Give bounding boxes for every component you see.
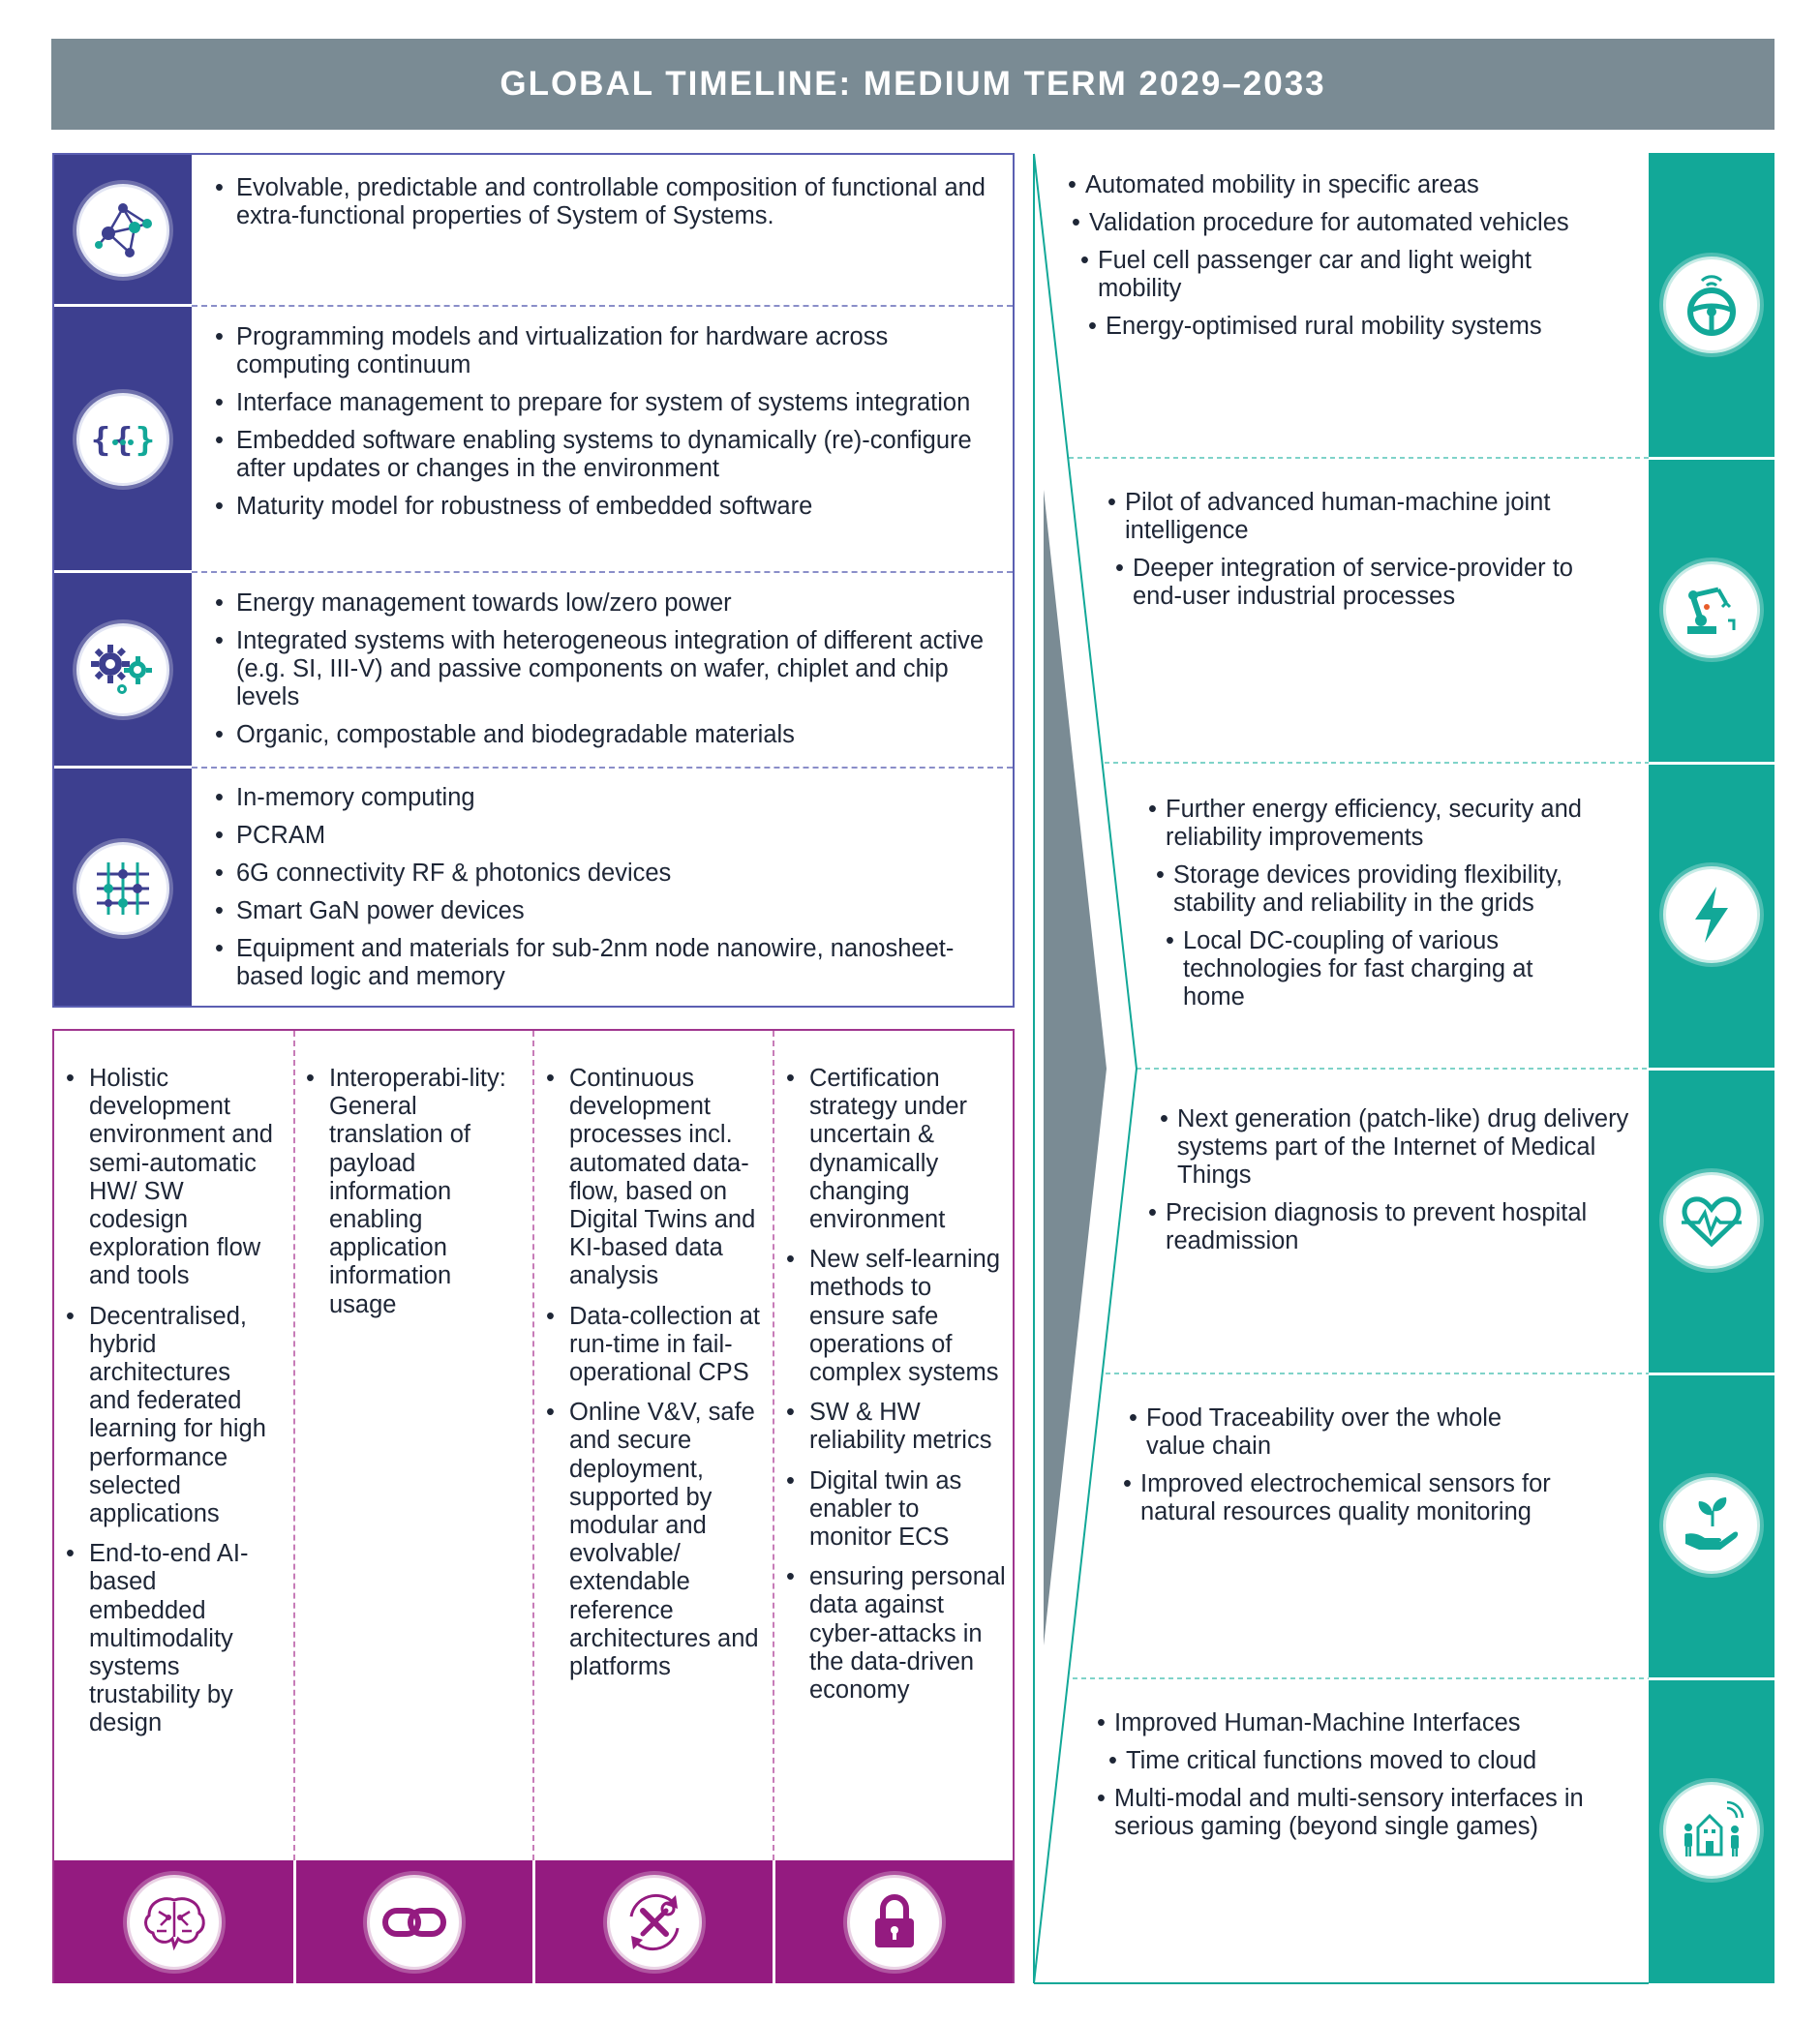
brain-circuit-icon — [127, 1875, 222, 1970]
list-item: • Decentralised, hybrid architectures and federated learning for high performance selected applications — [54, 1303, 277, 1529]
list-item: • Next generation (patch-like) drug delivery systems part of the Internet of Medical Things — [1160, 1105, 1632, 1190]
list-item: • Maturity model for robustness of embedded software — [213, 493, 1007, 521]
list-item: • Interface management to prepare for system of systems integration — [213, 389, 1007, 417]
list-item: • Fuel cell passenger car and light weight mobility — [1080, 247, 1584, 303]
list-item: • ensuring personal data against cyber-attacks in the data-driven economy — [774, 1563, 1007, 1705]
svg-text:{: { — [90, 420, 111, 460]
list-item: • Food Traceability over the whole value chain — [1129, 1404, 1555, 1461]
list-item: • New self-learning methods to ensure safe operations of complex systems — [774, 1246, 1007, 1387]
list-item: • Energy management towards low/zero power — [213, 589, 1007, 618]
padlock-icon — [847, 1875, 942, 1970]
cross-sectional-icon-bar — [54, 1860, 1013, 1983]
chain-link-icon — [367, 1875, 462, 1970]
list-item: • PCRAM — [213, 822, 1007, 850]
list-item: • Energy-optimised rural mobility systems — [1088, 313, 1649, 341]
list-item: • Organic, compostable and biodegradable materials — [213, 721, 1007, 749]
list-item: • Local DC-coupling of various technologies for fast charging at home — [1166, 927, 1572, 1011]
list-item: • Holistic development environment and semi-automatic HW/ SW codesign exploration flow and tools — [54, 1065, 277, 1291]
application-row-digital-society — [1097, 1709, 1620, 1851]
cross-sectional-block — [52, 1029, 1015, 1983]
list-item: • Integrated systems with heterogeneous integration of different active (e.g. SI, III-V) and passive components on wafer, chiplet and chip levels — [213, 627, 1007, 711]
application-row-energy — [1148, 796, 1632, 1021]
list-item: • Online V&V, safe and secure deployment, supported by modular and evolvable/ extendable reference architectures and platforms — [534, 1399, 762, 1681]
list-item: • Pilot of advanced human-machine joint intelligence — [1107, 489, 1611, 545]
list-item: • SW & HW reliability metrics — [774, 1399, 1007, 1455]
robot-arm-icon — [1663, 561, 1760, 658]
code-braces-icon — [76, 393, 169, 486]
lightning-bolt-icon — [1663, 866, 1760, 963]
list-item: • Deeper integration of service-provider to end-user industrial processes — [1115, 555, 1611, 611]
seedling-hand-icon — [1663, 1477, 1760, 1574]
list-item: • Embedded software enabling systems to dynamically (re)-configure after updates or changes in the environment — [213, 427, 1007, 483]
list-item: • Automated mobility in specific areas — [1068, 171, 1649, 199]
list-item: • Validation procedure for automated vehicles — [1072, 209, 1649, 237]
list-item: • Certification strategy under uncertain & dynamically changing environment — [774, 1065, 1007, 1234]
list-item: • Data-collection at run-time in fail-operational CPS — [534, 1303, 762, 1388]
application-row-agrifood — [1129, 1404, 1613, 1536]
svg-text:}: } — [135, 420, 156, 460]
technology-block — [52, 153, 1015, 1008]
smart-city-people-icon — [1663, 1782, 1760, 1879]
list-item: • Programming models and virtualization for hardware across computing continuum — [213, 323, 1007, 379]
tools-cycle-icon — [607, 1875, 702, 1970]
chip-grid-icon — [76, 842, 169, 935]
list-item: • Smart GaN power devices — [213, 897, 1007, 925]
list-item: • Interoperabi-lity: General translation of payload information enabling application information usage — [294, 1065, 512, 1319]
timeline-banner — [51, 39, 1774, 130]
list-item: • Improved electrochemical sensors for natural resources quality monitoring — [1123, 1470, 1613, 1526]
list-item: • 6G connectivity RF & photonics devices — [213, 860, 1007, 888]
list-item: • In-memory computing — [213, 784, 1007, 812]
column-quality-reliability-security — [774, 1031, 1015, 1860]
list-item: • Improved Human-Machine Interfaces — [1097, 1709, 1620, 1737]
list-item: • Multi-modal and multi-sensory interfaces in serious gaming (beyond single games) — [1097, 1785, 1620, 1841]
list-item: • End-to-end AI-based embedded multimodality systems trustability by design — [54, 1540, 277, 1737]
list-item: • Further energy efficiency, security and reliability improvements — [1148, 796, 1632, 852]
column-interoperability — [294, 1031, 533, 1860]
list-item: • Time critical functions moved to cloud — [1108, 1747, 1620, 1775]
list-item: • Continuous development processes incl. automated data-flow, based on Digital Twins and KI-based data analysis — [534, 1065, 762, 1291]
application-row-health — [1148, 1105, 1632, 1265]
page-title: GLOBAL TIMELINE: MEDIUM TERM 2029–2033 — [500, 65, 1326, 103]
list-item: • Equipment and materials for sub-2nm node nanowire, nanosheet-based logic and memory — [213, 935, 1007, 991]
connected-steering-wheel-icon — [1663, 257, 1760, 353]
tech-row-system-of-systems — [54, 155, 1013, 305]
list-item: • Precision diagnosis to prevent hospital readmission — [1148, 1199, 1632, 1255]
list-item: • Evolvable, predictable and controllable composition of functional and extra-functional properties of System of Systems. — [213, 174, 1007, 230]
list-item: • Storage devices providing flexibility, stability and reliability in the grids — [1156, 861, 1632, 918]
timeline-arrow — [1044, 490, 1107, 1645]
column-ai-edge — [54, 1031, 293, 1860]
list-item: • Digital twin as enabler to monitor ECS — [774, 1467, 1007, 1553]
column-architecture-design — [534, 1031, 774, 1860]
application-row-mobility — [1068, 171, 1649, 350]
heart-pulse-icon — [1663, 1172, 1760, 1269]
application-row-digital-industry — [1107, 489, 1611, 620]
network-graph-icon — [76, 184, 169, 277]
gears-icon — [76, 623, 169, 716]
